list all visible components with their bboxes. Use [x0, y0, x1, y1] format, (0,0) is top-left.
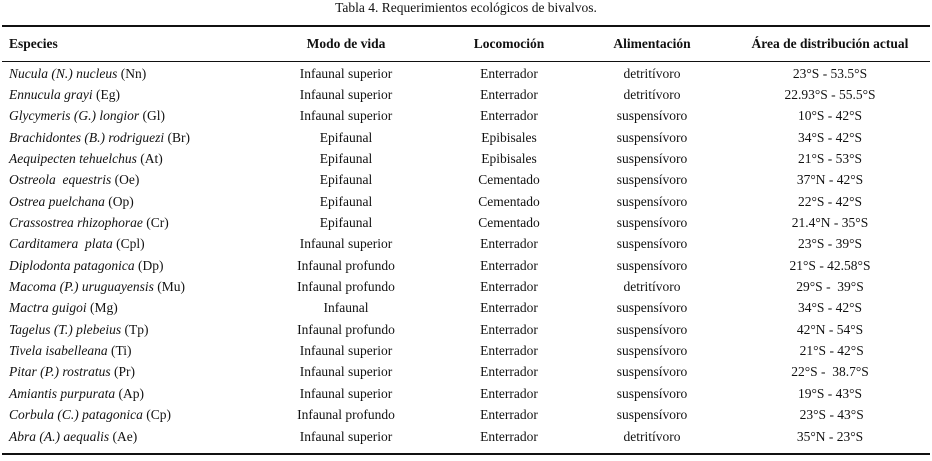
cell-locomocion: Enterrador — [480, 385, 538, 401]
table-row — [2, 426, 930, 447]
cell-especie — [2, 106, 248, 127]
species-code: (Pr) — [110, 364, 136, 380]
species-name: Ostrea puelchana — [9, 193, 105, 209]
table-row — [2, 319, 930, 340]
table-caption: Tabla 4. Requerimientos ecológicos de bivalvos. — [335, 0, 597, 15]
species-code: (At) — [136, 151, 163, 167]
cell-modo-de-vida: Infaunal profundo — [297, 407, 395, 423]
species-name: Glycymeris (G.) longior — [9, 108, 140, 124]
cell-especie — [2, 340, 248, 361]
cell-especie — [2, 234, 248, 255]
cell-especie — [2, 255, 248, 276]
species-name: Tagelus (T.) plebeius — [9, 321, 122, 337]
cell-especie — [2, 84, 248, 105]
cell-modo-de-vida: Infaunal superior — [299, 65, 393, 81]
species-name: Aequipecten tehuelchus — [9, 151, 137, 167]
table-row — [2, 127, 930, 148]
cell-locomocion: Enterrador — [480, 257, 538, 273]
cell-especie — [2, 212, 248, 233]
species-name: Ostreola equestris — [9, 172, 112, 188]
cell-especie — [2, 405, 248, 426]
cell-modo-de-vida: Infaunal superior — [299, 385, 393, 401]
species-code: (Cp) — [142, 407, 171, 423]
cell-alimentacion: suspensívoro — [616, 407, 688, 423]
table-row — [2, 340, 930, 361]
cell-locomocion: Enterrador — [480, 108, 538, 124]
cell-alimentacion: suspensívoro — [616, 172, 688, 188]
cell-area: 21°S - 53°S — [797, 151, 863, 167]
species-code: (Mu) — [153, 279, 185, 295]
cell-area: 10°S - 42°S — [797, 108, 863, 124]
cell-locomocion: Enterrador — [480, 87, 538, 103]
species-code: (Ap) — [115, 385, 145, 401]
cell-especie — [2, 383, 248, 404]
table-row — [2, 298, 930, 319]
cell-especie — [2, 319, 248, 340]
cell-area: 34°S - 42°S — [797, 300, 863, 316]
species-code: (Ti) — [107, 343, 132, 359]
cell-modo-de-vida: Infaunal superior — [299, 236, 393, 252]
table-body — [2, 57, 930, 447]
cell-modo-de-vida: Infaunal profundo — [297, 257, 395, 273]
cell-alimentacion: suspensívoro — [616, 108, 688, 124]
cell-modo-de-vida: Epifaunal — [319, 151, 373, 167]
cell-alimentacion: suspensívoro — [616, 385, 688, 401]
table-top-rule — [2, 25, 930, 27]
cell-locomocion: Enterrador — [480, 343, 538, 359]
species-code: (Mg) — [86, 300, 118, 316]
cell-alimentacion: suspensívoro — [616, 236, 688, 252]
species-name: Abra (A.) aequalis — [9, 428, 110, 444]
cell-especie — [2, 191, 248, 212]
cell-modo-de-vida: Infaunal superior — [299, 87, 393, 103]
cell-alimentacion: detritívoro — [623, 428, 681, 444]
cell-area: 29°S - 39°S — [796, 279, 864, 295]
header-modo-de-vida: Modo de vida — [306, 35, 386, 51]
cell-locomocion: Enterrador — [480, 407, 538, 423]
species-code: (Ae) — [109, 428, 138, 444]
header-locomocion: Locomoción — [473, 35, 545, 51]
cell-especie — [2, 276, 248, 297]
species-code: (Dp) — [134, 257, 164, 273]
cell-locomocion: Enterrador — [480, 279, 538, 295]
cell-area: 23°S - 39°S — [797, 236, 863, 252]
species-name: Brachidontes (B.) rodriguezi — [9, 129, 165, 145]
species-name: Amiantis purpurata — [9, 385, 116, 401]
species-name: Macoma (P.) uruguayensis — [9, 279, 154, 295]
species-name: Tivela isabelleana — [9, 343, 108, 359]
cell-area: 23°S - 53.5°S — [792, 65, 868, 81]
table-row — [2, 106, 930, 127]
table-row — [2, 57, 930, 84]
species-code: (Cpl) — [112, 236, 145, 252]
table-row — [2, 170, 930, 191]
cell-area: 34°S - 42°S — [797, 129, 863, 145]
cell-modo-de-vida: Epifaunal — [319, 193, 373, 209]
cell-modo-de-vida: Infaunal profundo — [297, 321, 395, 337]
cell-locomocion: Cementado — [478, 172, 540, 188]
cell-alimentacion: suspensívoro — [616, 151, 688, 167]
header-area: Área de distribución actual — [751, 35, 909, 51]
species-name: Crassostrea rhizophorae — [9, 215, 143, 231]
species-name: Diplodonta patagonica — [9, 257, 135, 273]
cell-modo-de-vida: Epifaunal — [319, 172, 373, 188]
header-alimentacion: Alimentación — [613, 35, 691, 51]
species-code: (Tp) — [121, 321, 149, 337]
cell-alimentacion: suspensívoro — [616, 321, 688, 337]
table-row — [2, 148, 930, 169]
cell-modo-de-vida: Infaunal superior — [299, 108, 393, 124]
table-row — [2, 212, 930, 233]
species-code: (Oe) — [111, 172, 140, 188]
cell-area: 21.4°N - 35°S — [791, 215, 869, 231]
table-row — [2, 84, 930, 105]
cell-modo-de-vida: Infaunal profundo — [297, 279, 395, 295]
cell-modo-de-vida: Epifaunal — [319, 215, 373, 231]
cell-alimentacion: detritívoro — [623, 65, 681, 81]
cell-area: 22°S - 38.7°S — [791, 364, 869, 380]
cell-modo-de-vida: Infaunal superior — [299, 428, 393, 444]
cell-locomocion: Enterrador — [480, 236, 538, 252]
header-especies: Especies — [9, 35, 58, 51]
cell-area: 21°S - 42.58°S — [789, 257, 871, 273]
cell-locomocion: Enterrador — [480, 321, 538, 337]
cell-modo-de-vida: Infaunal — [323, 300, 369, 316]
species-code: (Cr) — [142, 215, 169, 231]
cell-alimentacion: suspensívoro — [616, 364, 688, 380]
cell-alimentacion: detritívoro — [623, 87, 681, 103]
cell-locomocion: Cementado — [478, 215, 540, 231]
cell-modo-de-vida: Infaunal superior — [299, 364, 393, 380]
species-name: Pitar (P.) rostratus — [9, 364, 111, 380]
cell-area: 42°N - 54°S — [796, 321, 864, 337]
species-code: (Br) — [164, 129, 190, 145]
species-code: (Op) — [104, 193, 134, 209]
cell-alimentacion: suspensívoro — [616, 300, 688, 316]
species-name: Mactra guigoi — [9, 300, 87, 316]
cell-locomocion: Enterrador — [480, 65, 538, 81]
cell-especie — [2, 426, 248, 447]
table-header-row — [2, 30, 930, 57]
cell-area: 21°S - 42°S — [796, 343, 864, 359]
cell-alimentacion: detritívoro — [623, 279, 681, 295]
table-row — [2, 276, 930, 297]
species-code: (Eg) — [92, 87, 120, 103]
cell-especie — [2, 127, 248, 148]
cell-especie — [2, 57, 248, 84]
species-name: Nucula (N.) nucleus — [9, 65, 118, 81]
cell-alimentacion: suspensívoro — [616, 129, 688, 145]
bivalve-requirements-table — [2, 30, 930, 447]
cell-locomocion: Cementado — [478, 193, 540, 209]
cell-alimentacion: suspensívoro — [616, 193, 688, 209]
cell-locomocion: Epibisales — [481, 129, 537, 145]
cell-alimentacion: suspensívoro — [616, 215, 688, 231]
cell-area: 37°N - 42°S — [796, 172, 864, 188]
cell-modo-de-vida: Epifaunal — [319, 129, 373, 145]
table-row — [2, 362, 930, 383]
species-name: Corbula (C.) patagonica — [9, 407, 143, 423]
cell-locomocion: Enterrador — [480, 428, 538, 444]
cell-especie — [2, 148, 248, 169]
cell-area: 22°S - 42°S — [797, 193, 863, 209]
cell-especie — [2, 170, 248, 191]
table-row — [2, 383, 930, 404]
cell-locomocion: Enterrador — [480, 364, 538, 380]
cell-especie — [2, 298, 248, 319]
species-code: (Gl) — [139, 108, 165, 124]
cell-area: 35°N - 23°S — [796, 428, 864, 444]
table-row — [2, 405, 930, 426]
cell-area: 22.93°S - 55.5°S — [784, 87, 876, 103]
cell-area: 23°S - 43°S — [796, 407, 864, 423]
cell-modo-de-vida: Infaunal superior — [299, 343, 393, 359]
cell-alimentacion: suspensívoro — [616, 257, 688, 273]
cell-especie — [2, 362, 248, 383]
cell-locomocion: Enterrador — [480, 300, 538, 316]
cell-alimentacion: suspensívoro — [616, 343, 688, 359]
table-row — [2, 234, 930, 255]
species-name: Ennucula grayi — [9, 87, 93, 103]
species-code: (Nn) — [117, 65, 147, 81]
table-row — [2, 255, 930, 276]
table-bottom-rule — [2, 453, 930, 455]
cell-locomocion: Epibisales — [481, 151, 537, 167]
cell-area: 19°S - 43°S — [797, 385, 863, 401]
species-name: Carditamera plata — [9, 236, 113, 252]
table-row — [2, 191, 930, 212]
